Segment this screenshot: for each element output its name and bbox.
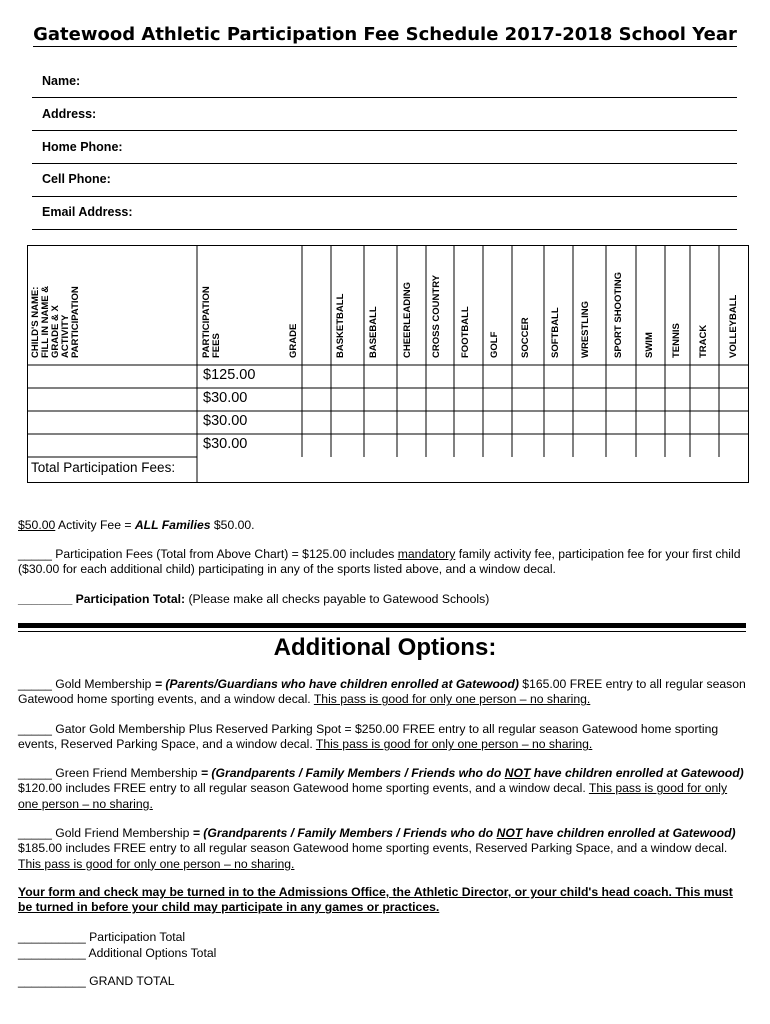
- participation-total-blank: __________ Participation Total: [18, 930, 186, 944]
- fee-cell: $30.00: [203, 390, 248, 406]
- sport-header-basketball: BASKETBALL: [335, 293, 346, 358]
- sport-header-tennis: TENNIS: [671, 323, 682, 358]
- email-label: Email Address:: [42, 205, 133, 219]
- email-line[interactable]: [32, 229, 737, 230]
- divider-thick: [18, 623, 746, 628]
- fee-cell: $30.00: [203, 413, 248, 429]
- fee-cell: $30.00: [203, 436, 248, 452]
- participation-total-line: ________ Participation Total: (Please make all checks payable to Gatewood Schools): [18, 592, 490, 606]
- child-name-column-header: CHILD'S NAME: FILL IN NAME & GRADE & X ACTIVITY PARTICIPATION: [30, 285, 81, 358]
- sport-header-golf: GOLF: [489, 331, 500, 358]
- page-title: Gatewood Athletic Participation Fee Schedule 2017-2018 School Year: [33, 24, 737, 45]
- sport-header-cheerleading: CHEERLEADING: [402, 281, 413, 358]
- additional-options-heading: Additional Options:: [273, 634, 497, 661]
- divider-thin: [18, 631, 746, 632]
- activity-fee-line: $50.00 Activity Fee = ALL Families $50.00.: [18, 518, 255, 532]
- sport-header-swim: SWIM: [644, 332, 655, 358]
- table-grid: [27, 245, 749, 483]
- option-gold-friend-membership: _____ Gold Friend Membership = (Grandparents / Family Members / Friends who do NOT have children enrolled at Gatewood) $185.00 includes FREE entry to all regular season Gatewood home sporting events, Reserved Parking Space, and a window decal. This pass is good for only one person – no sharing.: [18, 826, 736, 871]
- grand-total-blank: __________ GRAND TOTAL: [18, 974, 175, 988]
- sport-header-soccer: SOCCER: [520, 317, 531, 358]
- option-green-friend-membership: _____ Green Friend Membership = (Grandparents / Family Members / Friends who do NOT have children enrolled at Gatewood) $120.00 includes FREE entry to all regular season Gatewood home sporting events, and a window decal. This pass is good for only one person – no sharing.: [18, 766, 744, 811]
- fee-table: [27, 245, 749, 483]
- turn-in-notice: Your form and check may be turned in to the Admissions Office, the Athletic Director, or your child's head coach. This must be turned in before your child may participate in any games or practices.: [18, 885, 733, 915]
- cell-phone-line[interactable]: [32, 196, 737, 197]
- additional-options-total-blank: __________ Additional Options Total: [18, 946, 217, 960]
- name-line[interactable]: [32, 97, 737, 98]
- home-phone-label: Home Phone:: [42, 140, 123, 154]
- total-fees-label: Total Participation Fees:: [31, 460, 176, 475]
- sport-header-volleyball: VOLLEYBALL: [728, 294, 739, 358]
- fee-cell: $125.00: [203, 367, 256, 383]
- home-phone-line[interactable]: [32, 163, 737, 164]
- fees-column-header: PARTICIPATION FEES: [201, 286, 222, 358]
- grade-column-header: GRADE: [288, 323, 299, 358]
- sport-header-baseball: BASEBALL: [368, 306, 379, 358]
- sport-header-football: FOOTBALL: [460, 306, 471, 358]
- option-gold-membership: _____ Gold Membership = (Parents/Guardians who have children enrolled at Gatewood) $165.00 FREE entry to all regular season Gatewood home sporting events, and a window decal. This pass is good for only one person – no sharing.: [18, 677, 746, 707]
- sport-header-softball: SOFTBALL: [550, 307, 561, 358]
- sport-header-cross-country: CROSS COUNTRY: [431, 274, 442, 358]
- sport-header-wrestling: WRESTLING: [580, 301, 591, 358]
- participation-fees-paragraph: _____ Participation Fees (Total from Above Chart) = $125.00 includes mandatory family activity fee, participation fee for your first child ($30.00 for each additional child) participating in any of the sports listed above, and a window decal.: [18, 547, 741, 577]
- name-label: Name:: [42, 74, 81, 88]
- option-gator-gold-membership: _____ Gator Gold Membership Plus Reserved Parking Spot = $250.00 FREE entry to all regular season Gatewood home sporting events, Reserved Parking Space, and a window decal. This pass is good for only one person – no sharing.: [18, 722, 719, 752]
- sport-header-track: TRACK: [698, 324, 709, 358]
- sport-header-sport-shooting: SPORT SHOOTING: [613, 271, 624, 358]
- address-line[interactable]: [32, 130, 737, 131]
- address-label: Address:: [42, 107, 97, 121]
- cell-phone-label: Cell Phone:: [42, 172, 111, 186]
